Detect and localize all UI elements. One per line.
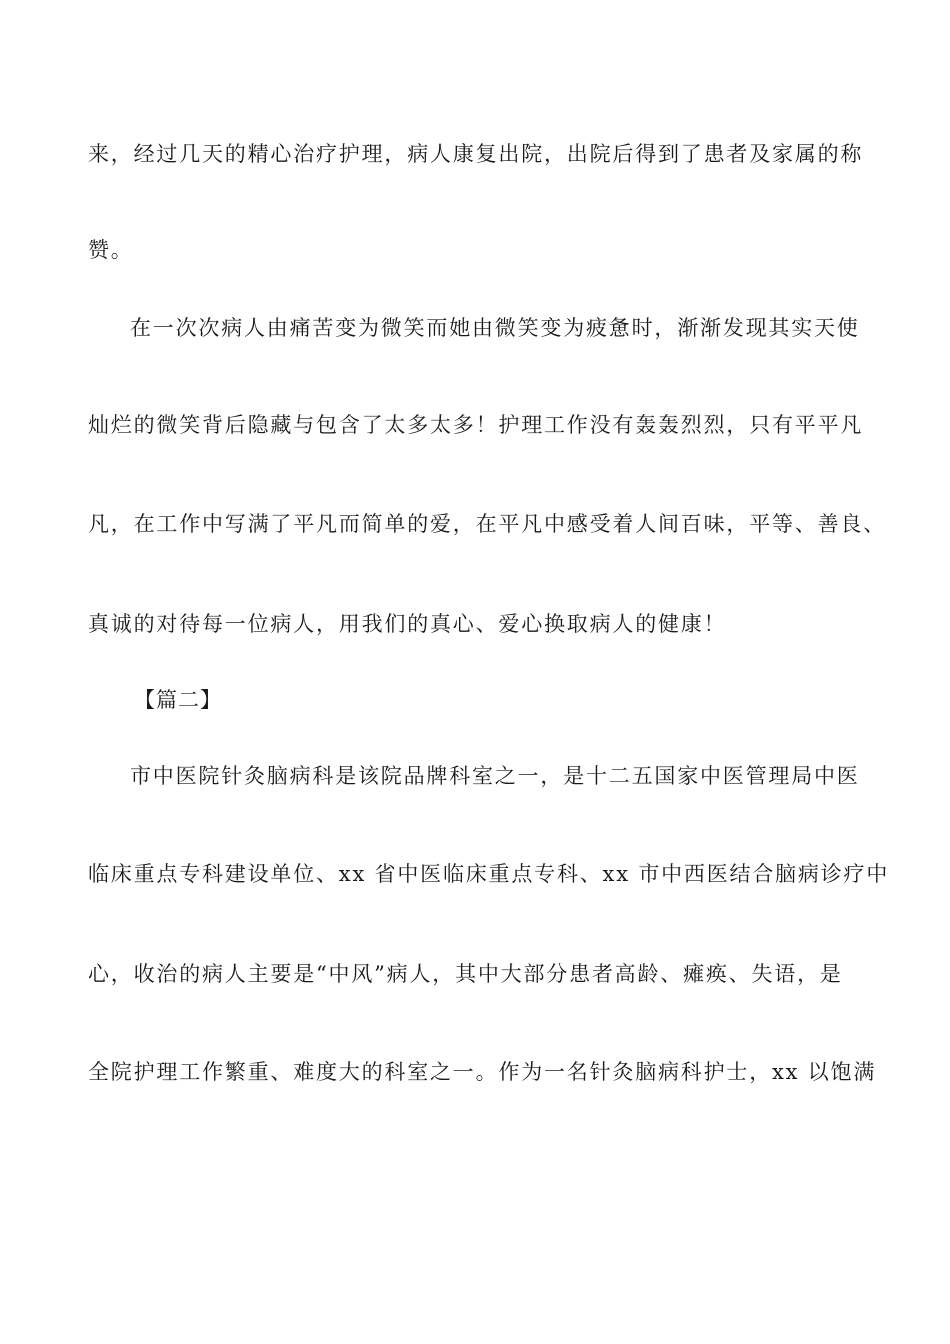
paragraph-line-2: 赞。 [88,238,134,262]
section-heading: 【篇二】 [134,688,222,712]
paragraph-line-10: 全院护理工作繁重、难度大的科室之一。作为一名针灸脑病科护士，xx 以饱满 [88,1060,877,1084]
paragraph-line-4: 灿烂的微笑背后隐藏与包含了太多太多！护理工作没有轰轰烈烈，只有平平凡 [88,413,864,437]
paragraph-line-8: 临床重点专科建设单位、xx 省中医临床重点专科、xx 市中西医结合脑病诊疗中 [88,862,890,886]
paragraph-line-5: 凡，在工作中写满了平凡而简单的爱，在平凡中感受着人间百味，平等、善良、 [88,512,886,536]
paragraph-line-7: 市中医院针灸脑病科是该院品牌科室之一，是十二五国家中医管理局中医 [130,764,860,788]
paragraph-line-3: 在一次次病人由痛苦变为微笑而她由微笑变为疲惫时，渐渐发现其实天使 [130,316,860,340]
paragraph-line-1: 来，经过几天的精心治疗护理，病人康复出院，出院后得到了患者及家属的称 [88,142,864,166]
paragraph-line-9: 心，收治的病人主要是“中风”病人，其中大部分患者高龄、瘫痪、失语，是 [88,962,843,986]
paragraph-line-6: 真诚的对待每一位病人，用我们的真心、爱心换取病人的健康！ [88,612,727,636]
